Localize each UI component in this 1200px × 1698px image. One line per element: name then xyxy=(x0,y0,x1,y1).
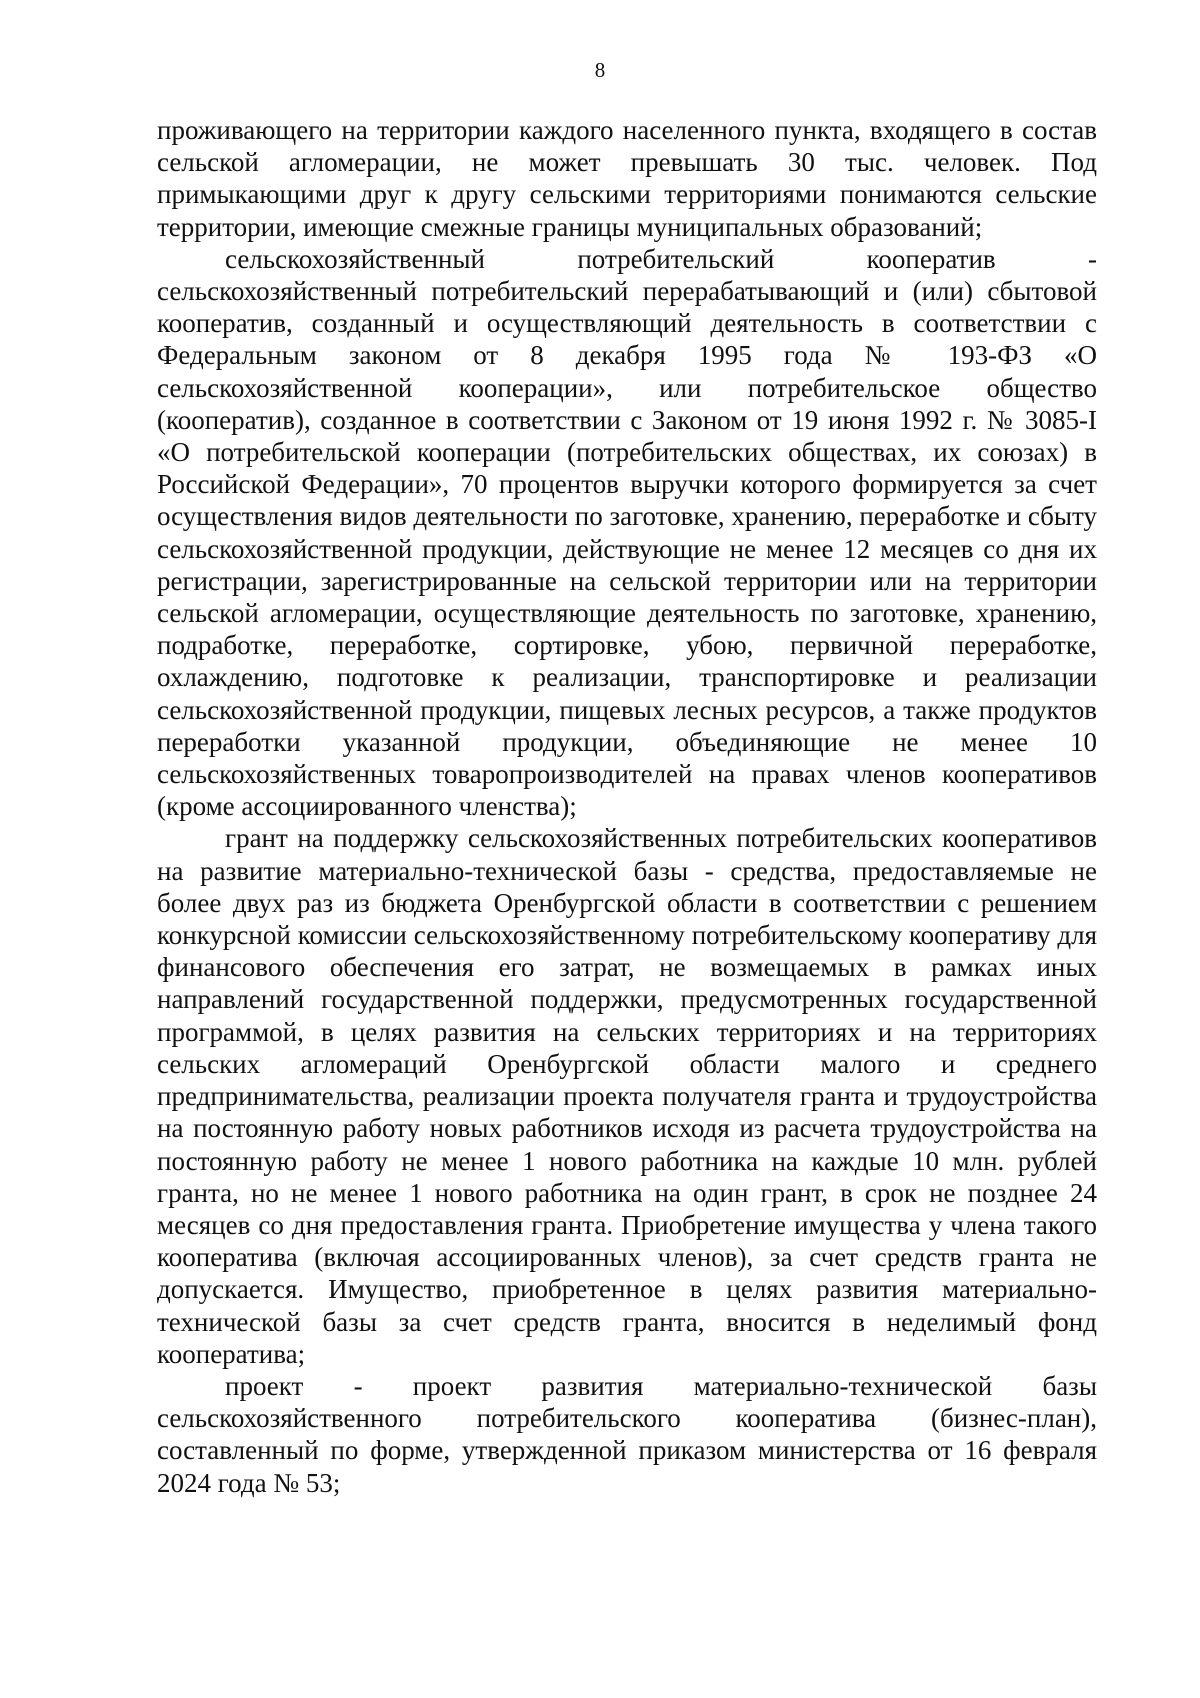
paragraph-definition-grant: грант на поддержку сельскохозяйственных потребительских кооперативов на развитие материально-технической базы - средства, предоставляемые не более двух раз из бюджета Оренбургской области в соответствии с решением конкурсной комиссии сельскохозяйственному потребительскому кооперативу для финансового обеспечения его затрат, не возмещаемых в рамках иных направлений государственной поддержки, предусмотренных государственной программой, в целях развития на сельских территориях и на территориях сельских агломераций Оренбургской области малого и среднего предпринимательства, реализации проекта получателя гранта и трудоустройства на постоянную работу новых работников исходя из расчета трудоустройства на постоянную работу не менее 1 нового работника на каждые 10 млн. рублей гранта, но не менее 1 нового работника на один грант, в срок не позднее 24 месяцев со дня предоставления гранта. Приобретение имущества у члена такого кооператива (включая ассоциированных членов), за счет средств гранта не допускается. Имущество, приобретенное в целях развития материально-технической базы за счет средств гранта, вносится в неделимый фонд кооператива; xyxy=(157,823,1097,1369)
paragraph-agglomeration-continuation: проживающего на территории каждого населенного пункта, входящего в состав сельской агломерации, не может превышать 30 тыс. человек. Под примыкающими друг к другу сельскими территориями понимаются сельские территории, имеющие смежные границы муниципальных образований; xyxy=(157,115,1097,242)
paragraph-definition-cooperative: сельскохозяйственный потребительский кооператив - сельскохозяйственный потребительский перерабатывающий и (или) сбытовой кооператив, созданный и осуществляющий деятельность в соответствии с Федеральным законом от 8 декабря 1995 года № 193-ФЗ «О сельскохозяйственной кооперации», или потребительское общество (кооператив), созданное в соответствии с Законом от 19 июня 1992 г. № 3085-I «О потребительской кооперации (потребительских обществах, их союзах) в Российской Федерации», 70 процентов выручки которого формируется за счет осуществления видов деятельности по заготовке, хранению, переработке и сбыту сельскохозяйственной продукции, действующие не менее 12 месяцев со дня их регистрации, зарегистрированные на сельской территории или на территории сельской агломерации, осуществляющие деятельность по заготовке, хранению, подработке, переработке, сортировке, убою, первичной переработке, охлаждению, подготовке к реализации, транспортировке и реализации сельскохозяйственной продукции, пищевых лесных ресурсов, а также продуктов переработки указанной продукции, объединяющие не менее 10 сельскохозяйственных товаропроизводителей на правах членов кооперативов (кроме ассоциированного членства); xyxy=(157,243,1097,822)
page-number: 8 xyxy=(594,58,606,82)
document-body xyxy=(157,114,1097,1499)
paragraph-definition-project: проект - проект развития материально-технической базы сельскохозяйственного потребительского кооператива (бизнес-план), составленный по форме, утвержденной приказом министерства от 16 февраля 2024 года № 53; xyxy=(157,1370,1097,1498)
